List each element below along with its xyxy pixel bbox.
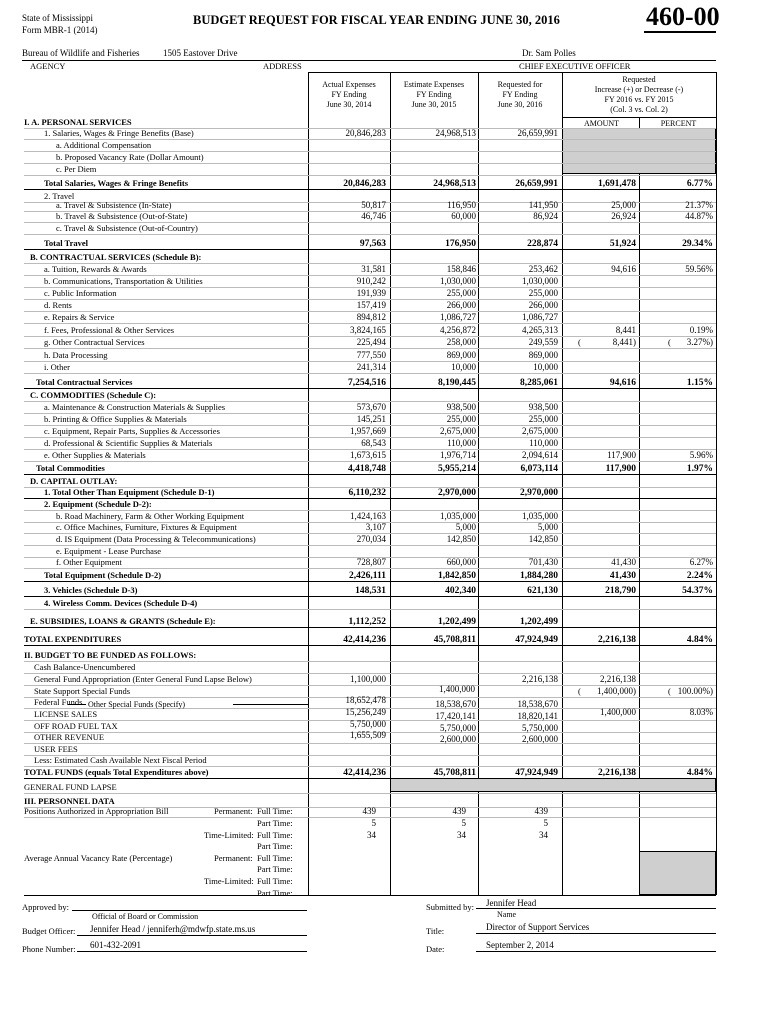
- row-value: 255,000: [528, 414, 558, 424]
- page-title: BUDGET REQUEST FOR FISCAL YEAR ENDING JUNE 30, 2016: [193, 13, 560, 27]
- row-label: III. PERSONNEL DATA: [24, 796, 115, 806]
- funding-value: 18,652,478: [345, 695, 386, 705]
- license-percent: 8.03%: [689, 707, 713, 717]
- row-label: OTHER REVENUE: [34, 732, 105, 742]
- row-value: 26,659,991: [515, 179, 558, 189]
- row-value: 148,531: [355, 586, 386, 596]
- row-value: 51,924: [609, 239, 636, 249]
- funding-value: 2,600,000: [440, 734, 476, 744]
- row-label: c. Public Information: [44, 288, 117, 298]
- row-label: g. Other Contractual Services: [44, 337, 145, 347]
- col-actual-header: Actual Expenses FY Ending June 30, 2014: [322, 80, 376, 109]
- state-label: State of Mississippi: [22, 13, 94, 23]
- funding-value: 15,256,249: [345, 707, 386, 717]
- grid-line: [478, 72, 479, 895]
- row-value: 5,000: [537, 522, 558, 532]
- row-value: 225,494: [356, 337, 386, 347]
- row-value: 1.15%: [686, 378, 713, 388]
- row-value: 2,216,138: [598, 768, 636, 778]
- row-value: 1,030,000: [440, 276, 476, 286]
- row-value: 94,616: [611, 264, 636, 274]
- row-value: 86,924: [533, 211, 558, 221]
- row-label: OFF ROAD FUEL TAX: [34, 721, 118, 731]
- personnel-time: Full Time:: [257, 806, 293, 816]
- row-value: 0.19%: [689, 325, 713, 335]
- row-label: d. IS Equipment (Data Processing & Telecommunications): [56, 534, 256, 544]
- row-value: 701,430: [528, 557, 558, 567]
- funding-value: 18,820,141: [517, 711, 558, 721]
- row-label: 3. Vehicles (Schedule D-3): [44, 585, 138, 595]
- row-label: Positions Authorized in Appropriation Bill: [24, 806, 169, 816]
- row-label: a. Tuition, Rewards & Awards: [44, 264, 147, 274]
- funding-value: 5,750,000: [350, 719, 386, 729]
- row-value: 157,419: [356, 300, 386, 310]
- row-value: 46,746: [361, 211, 386, 221]
- personnel-time: Full Time:: [257, 853, 293, 863]
- row-value: 869,000: [446, 350, 476, 360]
- row-value: 8,285,061: [520, 378, 558, 388]
- row-value: 1,842,850: [438, 571, 476, 581]
- rule: [68, 704, 86, 705]
- row-rule: [24, 175, 716, 176]
- row-value: 1.97%: [686, 464, 713, 474]
- title-label: Title:: [426, 926, 445, 936]
- row-value: 6.27%: [689, 557, 713, 567]
- row-value: 402,340: [445, 586, 476, 596]
- address-caption: ADDRESS: [263, 61, 302, 71]
- row-value: 6,110,232: [348, 488, 386, 498]
- row-value: 938,500: [528, 402, 558, 412]
- row-label: b. Road Machinery, Farm & Other Working Equipment: [56, 511, 245, 521]
- row-value: 5,000: [455, 522, 476, 532]
- row-value: 777,550: [356, 350, 386, 360]
- row-value: 1,673,615: [350, 450, 386, 460]
- row-label: 2. Travel: [44, 191, 75, 201]
- row-value: 26,924: [611, 211, 636, 221]
- row-value: 228,874: [527, 239, 558, 249]
- row-label: d. Professional & Scientific Supplies & Materials: [44, 438, 213, 448]
- row-label: 1. Total Other Than Equipment (Schedule D-1): [44, 487, 215, 497]
- col-amount-header: AMOUNT: [583, 119, 620, 128]
- row-value: 45,708,811: [433, 768, 476, 778]
- row-value: 6,073,114: [520, 464, 558, 474]
- submitted-by-label: Submitted by:: [426, 902, 474, 912]
- row-label: c. Office Machines, Furniture, Fixtures & Equipment: [56, 522, 237, 532]
- row-value: 10,000: [451, 362, 476, 372]
- col-change-header: Requested Increase (+) or Decrease (-) FY 2016 vs. FY 2015 (Col. 3 vs. Col. 2): [594, 75, 684, 114]
- row-label: State Support Special Funds: [34, 686, 131, 696]
- other-special-funds-label: Other Special Funds (Specify): [88, 700, 186, 709]
- personnel-time: Full Time:: [257, 830, 293, 840]
- grid-line: [308, 72, 309, 895]
- row-label: USER FEES: [34, 744, 78, 754]
- funding-value: 5,750,000: [440, 723, 476, 733]
- rule: [233, 704, 308, 705]
- row-value: 4,418,748: [348, 464, 386, 474]
- federal-c2: 1,400,000: [439, 684, 475, 694]
- row-value: 117,900: [607, 450, 636, 460]
- row-value: 142,850: [446, 534, 476, 544]
- row-value: 25,000: [611, 200, 636, 210]
- form-label: Form MBR-1 (2014): [22, 25, 98, 35]
- row-label: II. BUDGET TO BE FUNDED AS FOLLOWS:: [24, 650, 197, 660]
- row-label: e. Equipment - Lease Purchase: [56, 546, 162, 556]
- row-value: 910,242: [356, 276, 386, 286]
- personnel-type: Permanent:: [214, 806, 253, 816]
- row-value: 1,202,499: [520, 617, 558, 627]
- row-value: 1,691,478: [598, 179, 636, 189]
- table-top-rule: [308, 72, 716, 73]
- row-label: h. Data Processing: [44, 350, 108, 360]
- phone-label: Phone Number:: [22, 944, 76, 954]
- budget-officer-label: Budget Officer:: [22, 926, 76, 936]
- row-value: 2.24%: [686, 571, 713, 581]
- row-value: 3.27%): [686, 337, 713, 347]
- row-label: C. COMMODITIES (Schedule C):: [30, 390, 157, 400]
- vacancy-rate-label: Average Annual Vacancy Rate (Percentage): [24, 853, 173, 863]
- row-label: d. Rents: [44, 300, 72, 310]
- row-value: 31,581: [361, 264, 386, 274]
- row-value: 21.37%: [685, 200, 713, 210]
- row-label: f. Fees, Professional & Other Services: [44, 325, 175, 335]
- row-value: 2,426,111: [349, 571, 386, 581]
- personnel-value: 34: [539, 830, 548, 840]
- row-value: 253,462: [528, 264, 558, 274]
- row-label: c. Travel & Subsistence (Out-of-Country): [56, 223, 198, 233]
- row-value: 42,414,236: [343, 768, 386, 778]
- row-value: 60,000: [451, 211, 476, 221]
- table-bottom-rule: [24, 895, 716, 896]
- personnel-value: 439: [534, 806, 548, 816]
- row-value: 3,824,165: [350, 325, 386, 335]
- row-value: 1,884,280: [520, 571, 558, 581]
- row-label: I. A. PERSONAL SERVICES: [24, 117, 132, 127]
- row-value: 255,000: [446, 414, 476, 424]
- row-value: 1,086,727: [522, 312, 558, 322]
- row-label: GENERAL FUND LAPSE: [24, 782, 117, 792]
- row-label: Total Commodities: [36, 463, 105, 473]
- row-label: E. SUBSIDIES, LOANS & GRANTS (Schedule E):: [30, 616, 216, 626]
- open-paren: (: [668, 337, 671, 347]
- row-rule: [24, 163, 716, 164]
- row-value: 41,430: [611, 557, 636, 567]
- rule: [77, 935, 307, 936]
- row-value: 8,441): [612, 337, 636, 347]
- row-label: Federal Funds: [34, 697, 83, 707]
- row-value: 68,543: [361, 438, 386, 448]
- row-label: B. CONTRACTUAL SERVICES (Schedule B):: [30, 252, 202, 262]
- row-value: 1,086,727: [440, 312, 476, 322]
- row-value: 8,441: [615, 325, 636, 335]
- row-value: 2,675,000: [522, 426, 558, 436]
- row-value: 573,670: [356, 402, 386, 412]
- date-label: Date:: [426, 944, 445, 954]
- funding-value: 5,750,000: [522, 723, 558, 733]
- license-amount: 1,400,000: [600, 707, 636, 717]
- row-value: 1,035,000: [440, 511, 476, 521]
- open-paren: (: [668, 686, 671, 696]
- row-label: Total Equipment (Schedule D-2): [44, 570, 162, 580]
- personnel-time: Full Time:: [257, 876, 293, 886]
- row-value: 142,850: [528, 534, 558, 544]
- row-rule: [24, 234, 716, 235]
- grid-line: [390, 72, 391, 895]
- row-label: TOTAL FUNDS (equals Total Expenditures above): [24, 767, 209, 777]
- row-value: 1,112,252: [348, 617, 386, 627]
- row-value: 100.00%): [677, 686, 713, 696]
- row-value: 42,414,236: [343, 635, 386, 645]
- row-value: 2,970,000: [520, 488, 558, 498]
- personnel-value: 5: [543, 818, 548, 828]
- col-estimate-header: Estimate Expenses FY Ending June 30, 2015: [403, 80, 465, 109]
- agency-caption: AGENCY: [30, 61, 66, 71]
- personnel-value: 5: [371, 818, 376, 828]
- approved-by-label: Approved by:: [22, 902, 69, 912]
- row-value: 255,000: [446, 288, 476, 298]
- personnel-value: 34: [457, 830, 466, 840]
- row-label: Less: Estimated Cash Available Next Fiscal Period: [34, 755, 207, 765]
- row-value: 266,000: [446, 300, 476, 310]
- open-paren: (: [578, 686, 581, 696]
- funding-value: 18,538,670: [435, 699, 476, 709]
- row-value: 176,950: [445, 239, 476, 249]
- row-label: TOTAL EXPENDITURES: [24, 634, 122, 644]
- row-value: 938,500: [446, 402, 476, 412]
- row-value: 8,190,445: [438, 378, 476, 388]
- row-label: Total Contractual Services: [36, 377, 133, 387]
- grid-line: [716, 72, 717, 895]
- funding-value: 1,655,509: [350, 730, 386, 740]
- submitted-by-value: Jennifer Head: [486, 898, 537, 908]
- row-value: 158,846: [446, 264, 476, 274]
- row-value: 1,400,000): [597, 686, 636, 696]
- personnel-value: 5: [461, 818, 466, 828]
- row-rule: [24, 743, 716, 744]
- row-rule: [24, 461, 716, 462]
- rule: [72, 910, 307, 911]
- form-number-underline: [644, 31, 716, 33]
- row-label: f. Other Equipment: [56, 557, 122, 567]
- rule: [476, 951, 716, 952]
- row-value: 4,265,313: [522, 325, 558, 335]
- row-value: 5,955,214: [438, 464, 476, 474]
- funding-value: 18,538,670: [517, 699, 558, 709]
- row-value: 266,000: [528, 300, 558, 310]
- row-value: 2,970,000: [438, 488, 476, 498]
- row-label: Total Travel: [44, 238, 88, 248]
- personnel-value: 439: [362, 806, 376, 816]
- row-label: LICENSE SALES: [34, 709, 98, 719]
- row-value: 5.96%: [689, 450, 713, 460]
- row-label: e. Other Supplies & Materials: [44, 450, 146, 460]
- row-value: 50,817: [361, 200, 386, 210]
- funding-value: 2,600,000: [522, 734, 558, 744]
- row-label: b. Proposed Vacancy Rate (Dollar Amount): [56, 152, 204, 162]
- row-value: 660,000: [446, 557, 476, 567]
- row-rule: [24, 348, 716, 349]
- personnel-type: Permanent:: [214, 853, 253, 863]
- row-value: 26,659,991: [517, 128, 558, 138]
- row-label: c. Equipment, Repair Parts, Supplies & Accessories: [44, 426, 220, 436]
- row-value: 1,100,000: [350, 674, 386, 684]
- row-value: 116,950: [447, 200, 476, 210]
- row-value: 270,034: [356, 534, 386, 544]
- shaded-cell: [390, 778, 716, 792]
- officer-caption: CHIEF EXECUTIVE OFFICER: [519, 61, 631, 71]
- row-value: 191,939: [356, 288, 386, 298]
- row-rule: [24, 793, 716, 794]
- row-label: i. Other: [44, 362, 70, 372]
- row-label: 4. Wireless Comm. Devices (Schedule D-4): [44, 598, 198, 608]
- row-value: 241,314: [356, 362, 386, 372]
- row-value: 54.37%: [682, 586, 713, 596]
- row-value: 621,130: [527, 586, 558, 596]
- row-value: 24,968,513: [435, 128, 476, 138]
- budget-officer-value: Jennifer Head / jenniferh@mdwfp.state.ms.us: [90, 924, 256, 934]
- col-requested-header: Requested for FY Ending June 30, 2016: [497, 80, 543, 109]
- row-value: 1,202,499: [438, 617, 476, 627]
- row-value: 2,216,138: [600, 674, 636, 684]
- row-rule: [24, 609, 716, 610]
- row-label: c. Per Diem: [56, 164, 97, 174]
- row-label: a. Additional Compensation: [56, 140, 152, 150]
- open-paren: (: [578, 337, 581, 347]
- row-value: 249,559: [528, 337, 558, 347]
- row-value: 10,000: [533, 362, 558, 372]
- personnel-value: 34: [367, 830, 376, 840]
- row-value: 94,616: [609, 378, 636, 388]
- name-caption: Name: [497, 910, 517, 919]
- row-value: 6.77%: [686, 179, 713, 189]
- row-value: 2,675,000: [440, 426, 476, 436]
- row-value: 45,708,811: [433, 635, 476, 645]
- row-value: 97,563: [359, 239, 386, 249]
- row-value: 29.34%: [682, 239, 713, 249]
- row-value: 218,790: [605, 586, 636, 596]
- rule: [476, 933, 716, 934]
- row-value: 44.87%: [685, 211, 713, 221]
- row-value: 2,216,138: [598, 635, 636, 645]
- row-value: 1,957,669: [350, 426, 386, 436]
- grid-line: [562, 117, 716, 118]
- row-value: 20,846,283: [343, 179, 386, 189]
- row-value: 2,216,138: [522, 674, 558, 684]
- row-value: 24,968,513: [433, 179, 476, 189]
- official-caption: Official of Board or Commission: [92, 912, 199, 921]
- row-value: 4.84%: [686, 768, 713, 778]
- row-value: 1,424,163: [350, 511, 386, 521]
- personnel-time: Part Time:: [257, 818, 293, 828]
- row-label: 1. Salaries, Wages & Fringe Benefits (Base): [44, 128, 194, 138]
- agency-address: 1505 Eastover Drive: [163, 48, 238, 58]
- row-label: 2. Equipment (Schedule D-2):: [44, 499, 152, 509]
- row-value: 255,000: [528, 288, 558, 298]
- row-label: a. Travel & Subsistence (In-State): [56, 200, 172, 210]
- row-value: 20,846,283: [345, 128, 386, 138]
- funding-value: 17,420,141: [435, 711, 476, 721]
- row-value: 1,030,000: [522, 276, 558, 286]
- row-value: 141,950: [528, 200, 558, 210]
- rule: [77, 951, 307, 952]
- chief-officer: Dr. Sam Polles: [522, 48, 576, 58]
- row-value: 47,924,949: [515, 635, 558, 645]
- shaded-cell: [639, 851, 716, 895]
- row-value: 59.56%: [685, 264, 713, 274]
- row-rule: [24, 323, 716, 324]
- personnel-time: Part Time:: [257, 841, 293, 851]
- row-value: 4.84%: [686, 635, 713, 645]
- row-value: 110,000: [529, 438, 558, 448]
- row-rule: [24, 568, 716, 569]
- row-value: 7,254,516: [348, 378, 386, 388]
- personnel-type: Time-Limited:: [204, 830, 254, 840]
- personnel-time: Part Time:: [257, 888, 293, 898]
- row-rule: [24, 373, 716, 374]
- form-number: 460-00: [646, 2, 720, 31]
- row-value: 117,900: [605, 464, 636, 474]
- row-label: b. Travel & Subsistence (Out-of-State): [56, 211, 188, 221]
- row-value: 1,035,000: [522, 511, 558, 521]
- row-value: 47,924,949: [515, 768, 558, 778]
- grid-line: [562, 72, 563, 895]
- row-label: e. Repairs & Service: [44, 312, 115, 322]
- row-label: Total Salaries, Wages & Fringe Benefits: [44, 178, 189, 188]
- row-label: Cash Balance-Unencumbered: [34, 662, 136, 672]
- row-value: 145,251: [356, 414, 386, 424]
- row-label: a. Maintenance & Construction Materials & Supplies: [44, 402, 226, 412]
- row-value: 258,000: [446, 337, 476, 347]
- rule: [476, 908, 716, 909]
- date-value: September 2, 2014: [486, 940, 554, 950]
- row-label: b. Printing & Office Supplies & Materials: [44, 414, 187, 424]
- row-value: 4,256,872: [440, 325, 476, 335]
- personnel-value: 439: [452, 806, 466, 816]
- row-value: 869,000: [528, 350, 558, 360]
- row-value: 41,430: [609, 571, 636, 581]
- row-label: b. Communications, Transportation & Utilities: [44, 276, 203, 286]
- personnel-type: Time-Limited:: [204, 876, 254, 886]
- row-label: General Fund Appropriation (Enter General Fund Lapse Below): [34, 674, 252, 684]
- row-label: D. CAPITAL OUTLAY:: [30, 476, 118, 486]
- personnel-time: Part Time:: [257, 864, 293, 874]
- row-value: 3,107: [365, 522, 386, 532]
- row-value: 894,812: [356, 312, 386, 322]
- title-value: Director of Support Services: [486, 922, 590, 932]
- col-percent-header: PERCENT: [660, 119, 697, 128]
- agency-name: Bureau of Wildlife and Fisheries: [22, 48, 140, 58]
- row-value: 110,000: [447, 438, 476, 448]
- row-value: 1,976,714: [440, 450, 476, 460]
- row-value: 728,807: [356, 557, 386, 567]
- row-value: 2,094,614: [522, 450, 558, 460]
- phone-value: 601-432-2091: [90, 940, 141, 950]
